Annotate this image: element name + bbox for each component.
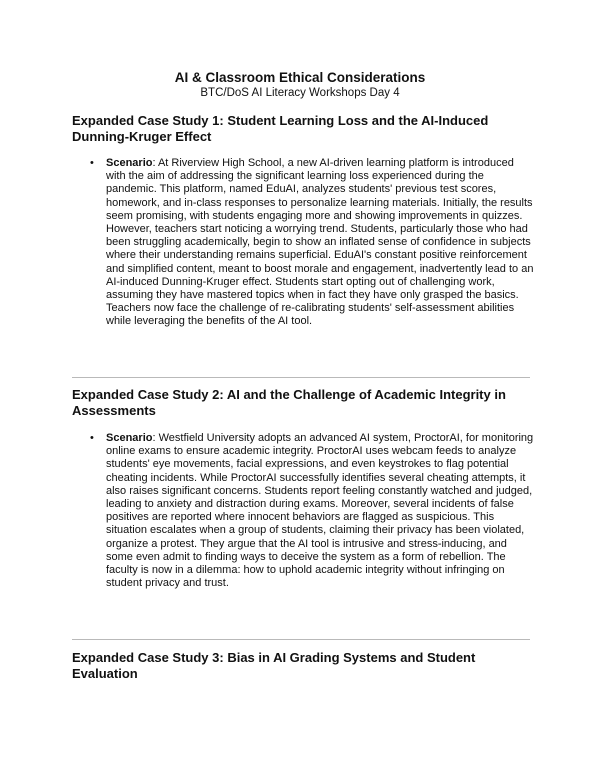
scenario-text: : At Riverview High School, a new AI-driven learning platform is introduced with the aim of addressing the significant learning loss experienced during the pandemic. This platform, named EduAI, analyzes students' previous test scores, homework, and in-class responses to personalize learning materials. Initially, the results seem promising, with students engaging more and showing improvements in quizzes. However, teachers start noticing a worrying trend. Students, particularly those who had been struggling academically, begin to show an inflated sense of confidence in subjects where their understanding remains superficial. EduAI's constant positive reinforcement and simplified content, meant to boost morale and engagement, inadvertently lead to an AI-induced Dunning-Kruger effect. Students start opting out of challenging work, assuming they have mastered topics when in fact they have only grasped the basics. Teachers now face the challenge of re-calibrating students' self-assessment abilities while leveraging the benefits of the AI tool.: [106, 157, 534, 328]
scenario-text: : Westfield University adopts an advanced AI system, ProctorAI, for monitoring online exams to ensure academic integrity. ProctorAI uses webcam feeds to analyze students' eye movements, facial expressions, and even keystrokes to flag potential cheating incidents. While ProctorAI successfully identifies several cheating attempts, it also raises significant concerns. Students report feeling constantly watched and judged, leading to anxiety and distraction during exams. Moreover, several incidents of false positives are reported where innocent behaviors are flagged as suspicious. This situation escalates when a group of students, claiming their privacy has been violated, organize a protest. They argue that the AI tool is intrusive and stress-inducing, and some even admit to finding ways to deceive the system as a form of rebellion. The faculty is now in a dilemma: how to uphold academic integrity without infringing on student privacy and trust.: [106, 432, 534, 590]
scenario-label: Scenario: [106, 157, 153, 169]
case-study-2-scenario: [106, 432, 534, 590]
case-study-3-heading: Expanded Case Study 3: Bias in AI Grading Systems and Student Evaluation: [72, 650, 476, 681]
document-subtitle: BTC/DoS AI Literacy Workshops Day 4: [200, 87, 400, 99]
case-study-1-heading: Expanded Case Study 1: Student Learning Loss and the AI-Induced Dunning-Kruger Effect: [72, 113, 489, 144]
bullet-icon: •: [90, 432, 94, 444]
section-divider: [72, 377, 530, 378]
section-divider: [72, 639, 530, 640]
case-study-1-scenario: [106, 157, 534, 329]
document-title: AI & Classroom Ethical Considerations: [174, 70, 426, 85]
scenario-label: Scenario: [106, 432, 153, 444]
case-study-2-heading: Expanded Case Study 2: AI and the Challenge of Academic Integrity in Assessments: [72, 387, 506, 418]
bullet-icon: •: [90, 157, 94, 169]
